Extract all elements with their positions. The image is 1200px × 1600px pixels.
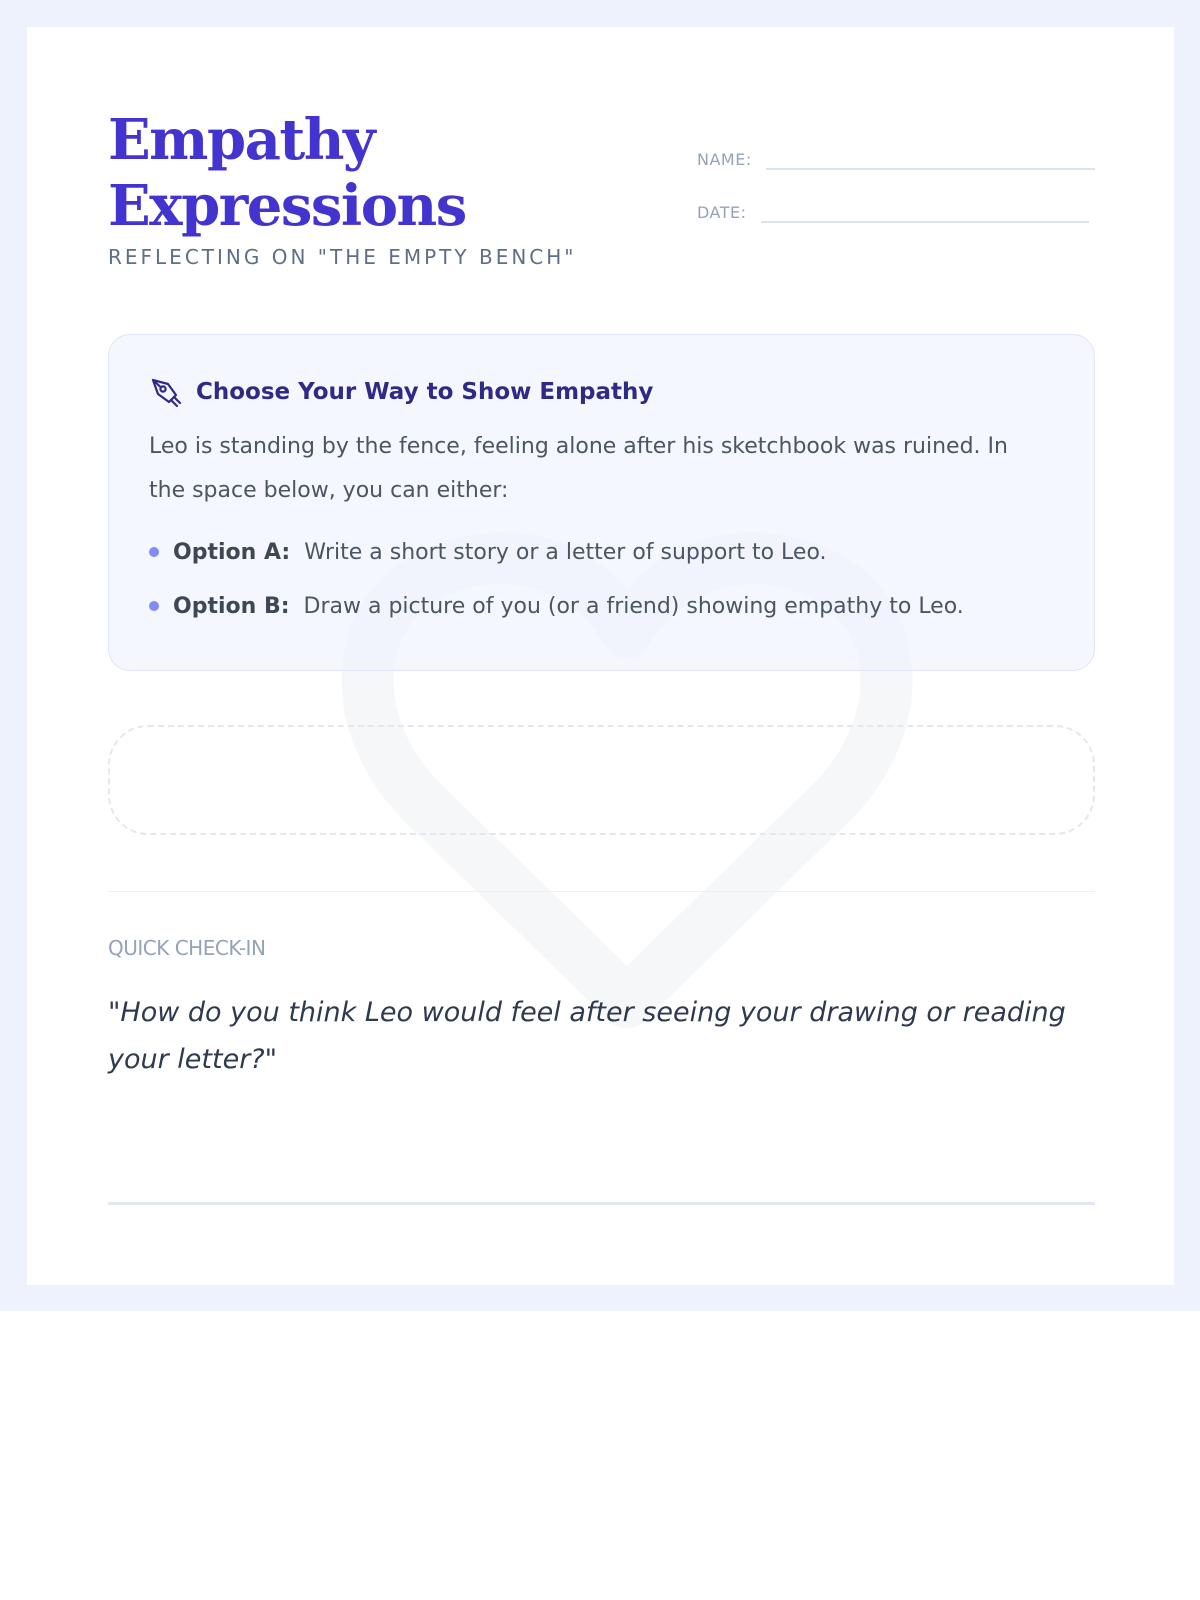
option-b [149,579,1054,633]
pen-nib-icon [149,375,183,409]
date-label: DATE: [697,203,747,222]
bullet-icon [149,601,159,611]
instructions-header [149,375,1054,409]
worksheet-page [27,27,1174,1285]
instructions-card [108,334,1095,671]
option-a [149,525,1054,579]
section-divider [108,891,1095,892]
date-field[interactable] [697,193,1095,223]
page-subtitle: REFLECTING ON "THE EMPTY BENCH" [108,245,577,269]
page-title: Empathy Expressions [108,107,466,239]
option-text: Write a short story or a letter of support to Leo. [304,539,827,565]
check-in-question: "How do you think Leo would feel after seeing your drawing or reading your letter?" [108,997,1066,1075]
name-label: NAME: [697,150,752,169]
option-label: Option A: [173,539,291,565]
worksheet-header [108,107,1095,307]
name-line[interactable] [766,168,1095,170]
option-label: Option B: [173,593,290,619]
check-in-label: QUICK CHECK-IN [108,936,266,960]
student-info-fields [697,140,1095,246]
response-area[interactable] [108,725,1095,835]
date-line[interactable] [761,221,1089,223]
instructions-text: Leo is standing by the fence, feeling alone after his sketchbook was ruined. In the space below, you can either: [149,434,1008,503]
instructions-heading: Choose Your Way to Show Empathy [196,379,654,405]
options-list [149,525,1054,633]
option-text: Draw a picture of you (or a friend) showing empathy to Leo. [303,593,964,619]
answer-line[interactable] [108,1202,1095,1205]
name-field[interactable] [697,140,1095,170]
bullet-icon [149,547,159,557]
